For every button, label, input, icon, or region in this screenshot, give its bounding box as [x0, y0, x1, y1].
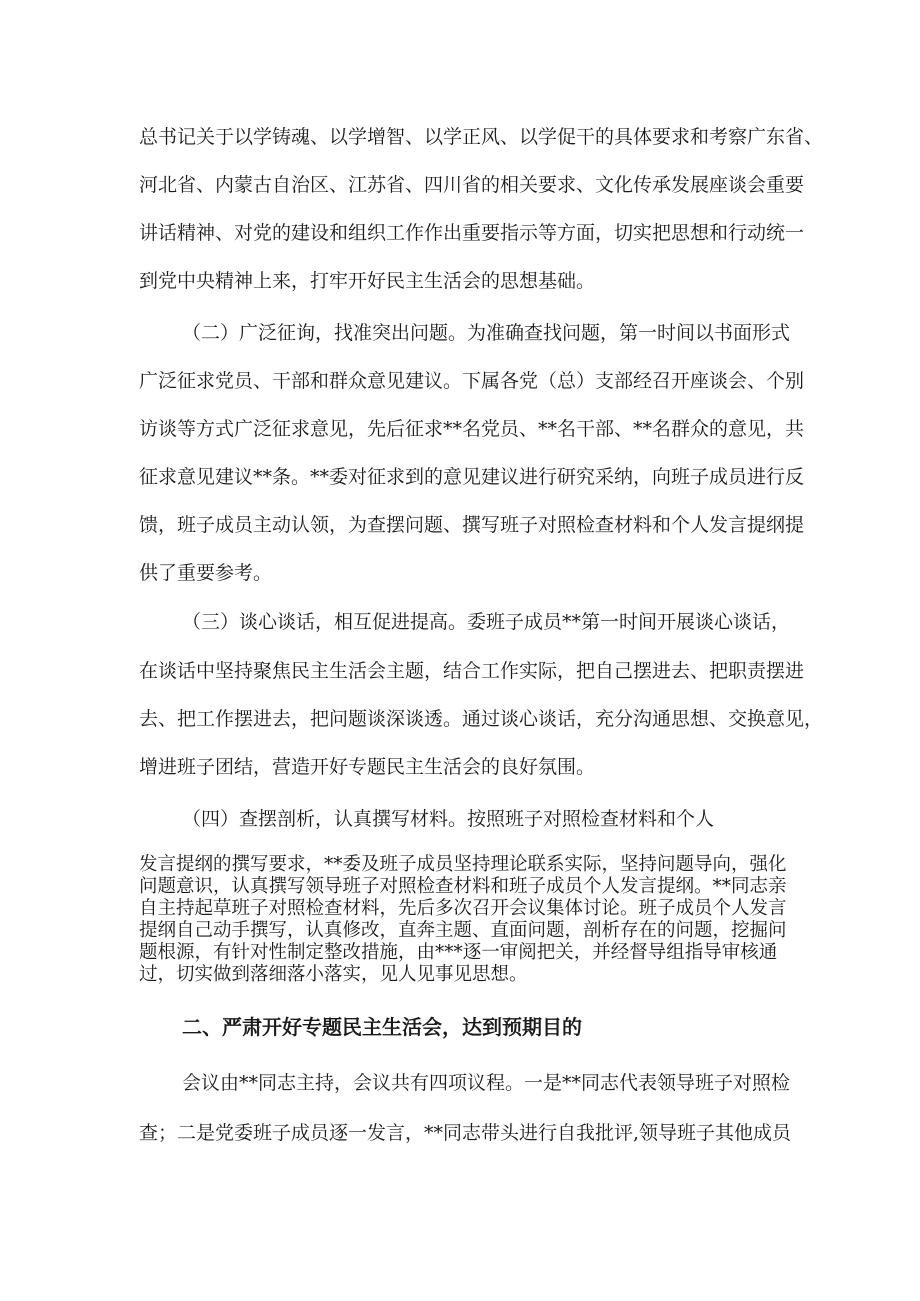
text-line: 自主持起草班子对照检查材料，先后多次召开会议集体讨论。班子成员个人发言	[139, 898, 787, 919]
text-line: （三）谈心谈话，相互促进提高。委班子成员**第一时间开展谈心谈话，	[182, 611, 791, 633]
text-line: 河北省、内蒙古自治区、江苏省、四川省的相关要求、文化传承发展座谈会重要	[139, 174, 805, 196]
text-line: 过，切实做到落细落小落实，见人见事见思想。	[139, 964, 528, 985]
text-line: 问题意识，认真撰写领导班子对照检查材料和班子成员个人发言提纲。**同志亲	[139, 876, 787, 897]
text-line: 提纲自己动手撰写，认真修改，直奔主题、直面问题，剖析存在的问题，挖掘问	[139, 920, 787, 941]
text-line: 广泛征求党员、干部和群众意见建议。下属各党（总）支部经召开座谈会、个别	[139, 370, 805, 392]
text-line: 在谈话中坚持聚焦民主生活会主题，结合工作实际，把自己摆进去、把职责摆进	[139, 660, 805, 682]
text-line: （四）查摆剖析，认真撰写材料。按照班子对照检查材料和个人	[182, 808, 715, 830]
text-line: 会议由**同志主持，会议共有四项议程。一是**同志代表领导班子对照检	[182, 1072, 791, 1094]
text-line: 去、把工作摆进去，把问题谈深谈透。通过谈心谈话，充分沟通思想、交换意见，	[139, 708, 824, 730]
text-line: （二）广泛征询，找准突出问题。为准确查找问题，第一时间以书面形式	[182, 322, 791, 344]
text-line: 增进班子团结，营造开好专题民主生活会的良好氛围。	[139, 756, 596, 778]
text-line: 总书记关于以学铸魂、以学增智、以学正风、以学促干的具体要求和考察广东省、	[139, 126, 824, 148]
text-line: 题根源，有针对性制定整改措施，由***逐一审阅把关，并经督导组指导审核通	[139, 942, 778, 963]
text-line: 供了重要参考。	[139, 562, 273, 584]
section-heading: 二、严肃开好专题民主生活会，达到预期目的	[182, 1015, 582, 1039]
text-line: 征求意见建议**条。**委对征求到的意见建议进行研究采纳，向班子成员进行反	[139, 466, 805, 488]
text-line: 查；二是党委班子成员逐一发言，**同志带头进行自我批评,领导班子其他成员	[139, 1122, 792, 1144]
text-line: 到党中央精神上来，打牢开好民主生活会的思想基础。	[139, 270, 596, 292]
text-line: 访谈等方式广泛征求意见，先后征求**名党员、**名干部、**名群众的意见，共	[139, 418, 805, 440]
text-line: 发言提纲的撰写要求，**委及班子成员坚持理论联系实际，坚持问题导向，强化	[139, 854, 787, 875]
text-line: 讲话精神、对党的建设和组织工作作出重要指示等方面，切实把思想和行动统一	[139, 222, 805, 244]
text-line: 馈，班子成员主动认领，为查摆问题、撰写班子对照检查材料和个人发言提纲提	[139, 514, 805, 536]
